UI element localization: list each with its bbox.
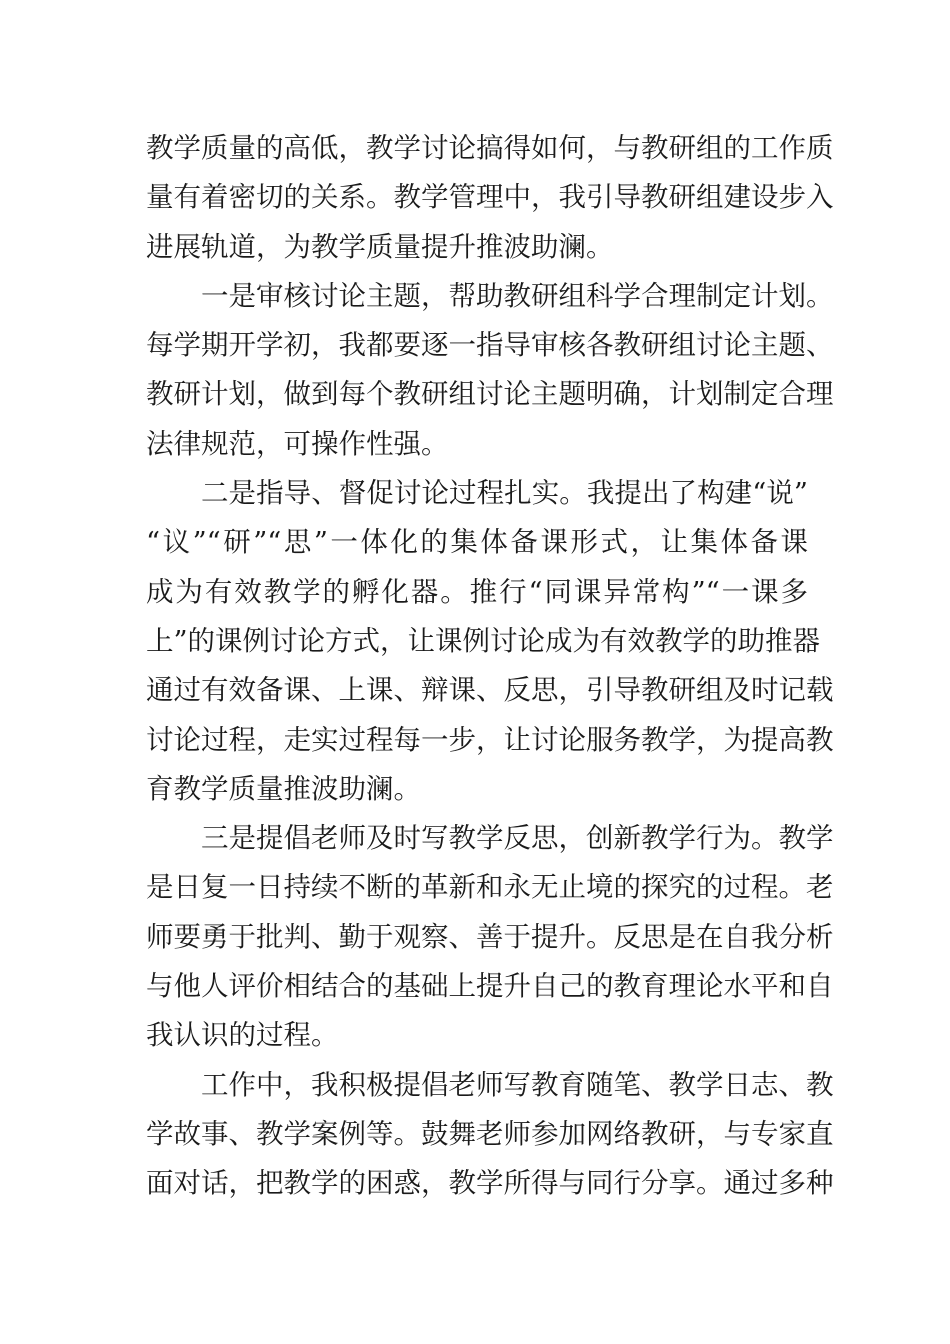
text-line: 三是提倡老师及时写教学反思，创新教学行为。教学 [201,822,834,855]
text-line: 通过有效备课、上课、辩课、反思，引导教研组及时记载 [146,674,834,707]
text-line: 师要勇于批判、勤于观察、善于提升。反思是在自我分析 [146,920,834,953]
paragraph-2 [146,272,834,469]
text-line: 一是审核讨论主题，帮助教研组科学合理制定计划。 [201,279,834,312]
text-line: 面对话，把教学的困惑，教学所得与同行分享。通过多种 [146,1167,834,1200]
text-line: 讨论过程，走实过程每一步，让讨论服务教学，为提高教 [146,723,834,756]
text-line: 每学期开学初，我都要逐一指导审核各教研组讨论主题、 [146,329,834,362]
text-line: 与他人评价相结合的基础上提升自己的教育理论水平和自 [146,970,834,1003]
text-line: 工作中，我积极提倡老师写教育随笔、教学日志、教 [201,1068,834,1101]
text-line: 二是指导、督促讨论过程扎实。我提出了构建“说” [201,477,808,510]
text-line: 成为有效教学的孵化器。推行“同课异常构”“一课多 [146,575,808,608]
paragraph-3 [146,469,834,814]
text-line: 育教学质量推波助澜。 [146,772,421,805]
text-line: 教研计划，做到每个教研组讨论主题明确，计划制定合理 [146,378,834,411]
text-line: 进展轨道，为教学质量提升推波助澜。 [146,230,614,263]
text-line: 教学质量的高低，教学讨论搞得如何，与教研组的工作质 [146,132,834,164]
text-line: 上”的课例讨论方式，让课例讨论成为有效教学的助推器 [146,624,821,657]
paragraph-5 [146,1061,834,1209]
text-line: 法律规范，可操作性强。 [146,427,449,460]
text-line: 量有着密切的关系。教学管理中，我引导教研组建设步入 [146,181,834,214]
text-line: 学故事、教学案例等。鼓舞老师参加网络教研，与专家直 [146,1117,834,1150]
paragraph-4 [146,814,834,1060]
paragraph-1 [146,124,834,272]
text-line: 我认识的过程。 [146,1019,339,1052]
text-line: 是日复一日持续不断的革新和永无止境的探究的过程。老 [146,871,834,904]
text-line: “议”“研”“思”一体化的集体备课形式，让集体备课 [146,526,808,559]
body-text [146,124,834,1209]
